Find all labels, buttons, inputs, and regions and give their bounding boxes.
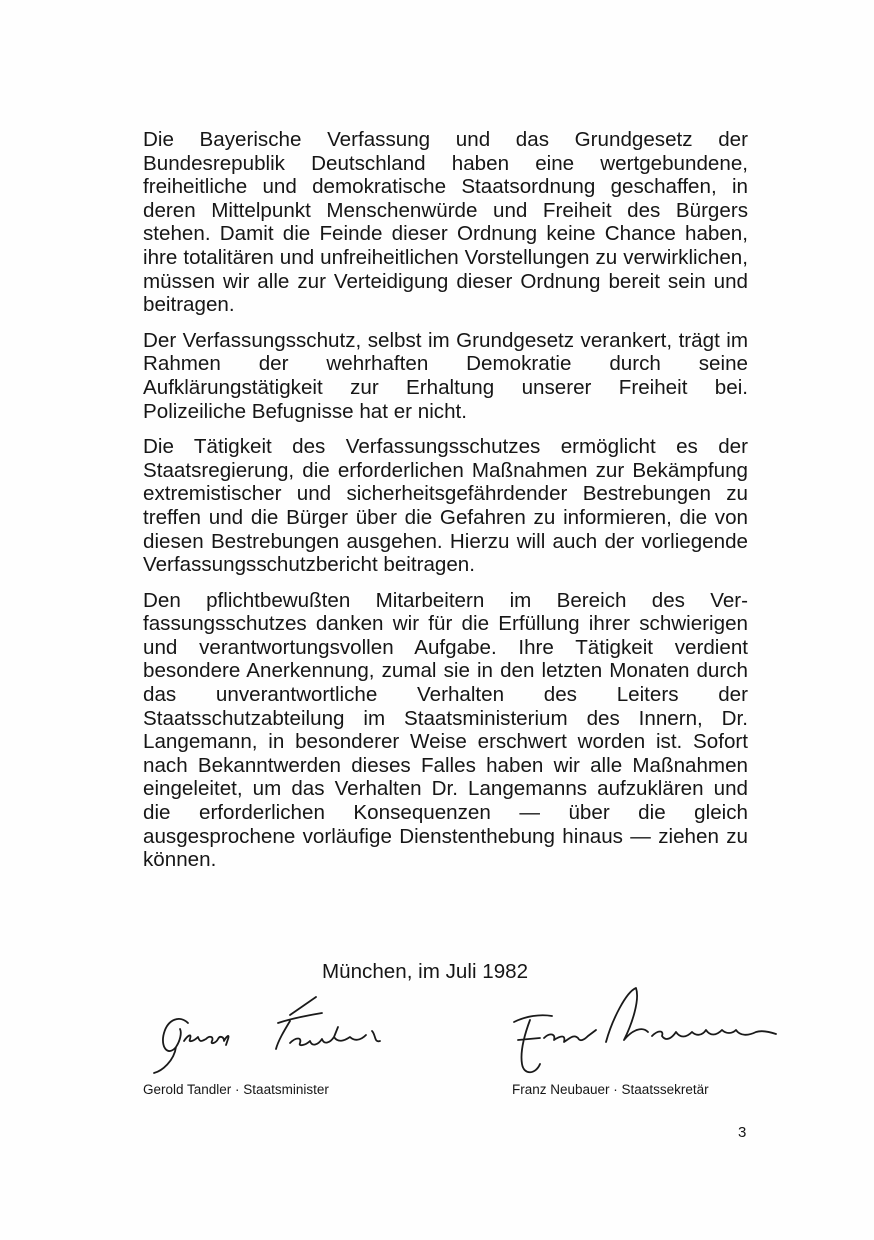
- paragraph-2: Der Verfassungsschutz, selbst im Grundgesetz verankert, trägt im Rahmen der wehrhaften Demokratie durch seine Aufklärungstätigkeit zur Erhaltung unserer Freiheit bei. Polizeiliche Befugnisse hat er nicht.: [143, 328, 748, 423]
- caption-right-signatory: Franz Neubauer · Staatssekretär: [512, 1082, 709, 1097]
- place-date: München, im Juli 1982: [322, 960, 529, 983]
- page-number: 3: [738, 1124, 747, 1141]
- signature-franz-neubauer: [500, 980, 780, 1090]
- letter-body: [143, 128, 748, 872]
- caption-left-signatory: Gerold Tandler · Staatsminister: [143, 1082, 329, 1097]
- paragraph-4: Den pflichtbewußten Mitarbeitern im Bereich des Verfassungsschutzes danken wir für die Erfüllung ihrer schwierigen und verantwortungsvollen Aufgabe. Ihre Tätigkeit verdient besondere Anerkennung, zumal sie in den letzten Monaten durch das unverantwortliche Verhalten des Leiters der Staatsschutzabteilung im Staatsministerium des Innern, Dr. Langemann, in besonderer Weise erschwert worden ist. Sofort nach Bekanntwerden dieses Falles haben wir alle Maßnahmen eingeleitet, um das Verhalten Dr. Langemanns aufzuklären und die erforderlichen Konsequenzen — über die gleich ausgesprochene vorläufige Dienstenthebung hinaus — ziehen zu können.: [143, 588, 748, 872]
- paragraph-1: Die Bayerische Verfassung und das Grundgesetz der Bundesrepublik Deutschland haben eine wertgebundene, freiheitliche und demokratische Staatsordnung geschaffen, in deren Mittelpunkt Menschenwürde und Freiheit des Bürgers stehen. Damit die Feinde dieser Ordnung keine Chance haben, ihre totalitären und unfreiheitlichen Vorstellungen zu verwirklichen, müssen wir alle zur Verteidigung dieser Ordnung bereit sein und beitragen.: [143, 128, 748, 317]
- paragraph-3: Die Tätigkeit des Verfassungsschutzes ermöglicht es der Staatsregierung, die erforderlichen Maßnahmen zur Bekämpfung extremistischer und sicherheitsgefährdender Bestrebungen zu treffen und die Bürger über die Gefahren zu informieren, die von diesen Bestrebungen ausgehen. Hierzu will auch der vorliegende Verfassungsschutzbericht beitragen.: [143, 435, 748, 577]
- signature-gerold-tandler: [140, 985, 440, 1080]
